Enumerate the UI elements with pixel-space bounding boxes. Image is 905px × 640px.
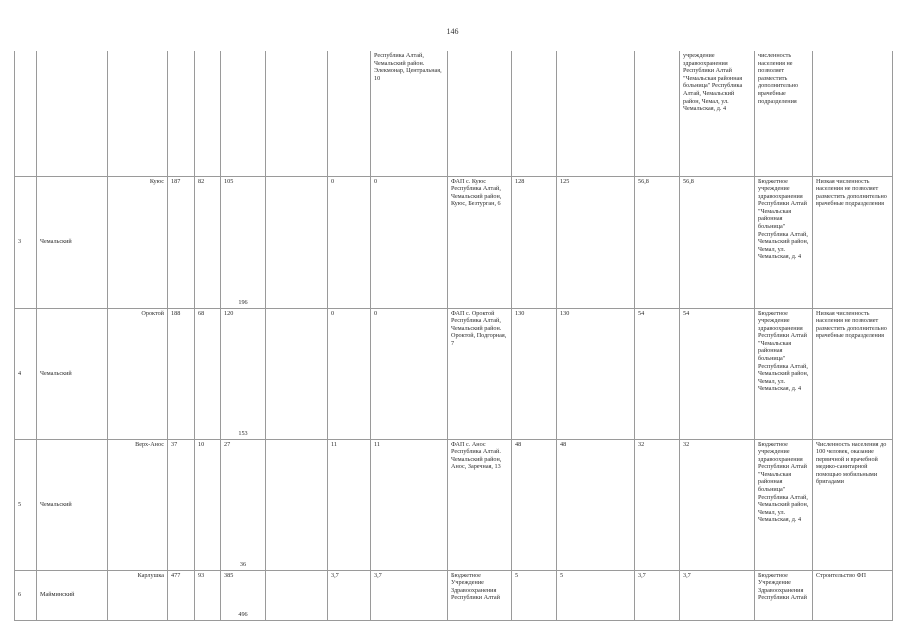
empty-cell bbox=[266, 439, 328, 570]
total-value: 153 bbox=[238, 429, 248, 437]
page-number: 146 bbox=[446, 27, 459, 36]
value-cell: 32 bbox=[680, 439, 755, 570]
total-value: 36 bbox=[239, 560, 247, 568]
org-cell: учреждение здравоохранения Республики Алтай "Чемальская районная больница" Республика Алтай, Чемальский район, Чемал, ул. Чемальская, д. 4 bbox=[683, 52, 743, 113]
value-cell: 3,7 bbox=[371, 570, 448, 620]
empty-cell bbox=[266, 308, 328, 439]
district-cell: Чемальский bbox=[37, 308, 108, 439]
value-cell: 11 bbox=[328, 439, 371, 570]
district-cell: Чемальский bbox=[37, 439, 108, 570]
empty-cell bbox=[266, 570, 328, 620]
settlement-cell: Верх-Анос bbox=[108, 439, 168, 570]
reason-cell: численность населения не позволяет разместить дополнительно врачебные подразделения bbox=[758, 52, 799, 105]
address-cell: ФАП с. Анос Республика Алтай. Чемальский район, Анос, Заречная, 13 bbox=[448, 439, 512, 570]
value-cell: 120 153 bbox=[221, 308, 266, 439]
row-number: 3 bbox=[15, 176, 37, 308]
value-cell: 10 bbox=[195, 439, 221, 570]
value-cell: 105 196 bbox=[221, 176, 266, 308]
table-row bbox=[15, 176, 893, 308]
value-cell: 82 bbox=[195, 176, 221, 308]
value-cell: 48 bbox=[512, 439, 557, 570]
value-cell: 3,7 bbox=[328, 570, 371, 620]
value-cell: 54 bbox=[680, 308, 755, 439]
facilities-table bbox=[14, 51, 893, 621]
org-cell: Бюджетное учреждение здравоохранения Республики Алтай "Чемальская районная больница" Республика Алтай, Чемальский район, Чемал, ул. Чемальская, д. 4 bbox=[755, 176, 813, 308]
reason-cell: Строительство ФП bbox=[813, 570, 893, 620]
org-cell: Бюджетное Учреждение Здравоохранения Республики Алтай bbox=[755, 570, 813, 620]
value-cell: 5 bbox=[512, 570, 557, 620]
value-cell: 0 bbox=[328, 176, 371, 308]
district-cell: Чемальский bbox=[37, 176, 108, 308]
value-cell: 68 bbox=[195, 308, 221, 439]
address-cell: ФАП с. Ороктой Республика Алтай, Чемальский район. Ороктой, Подгорная, 7 bbox=[448, 308, 512, 439]
reason-cell: Низкая численность населения не позволяет разместить дополнительно врачебные подразделения bbox=[813, 176, 893, 308]
value-cell: 32 bbox=[635, 439, 680, 570]
total-value: 496 bbox=[238, 610, 248, 618]
value-cell: 56,8 bbox=[680, 176, 755, 308]
settlement-cell: Куюс bbox=[108, 176, 168, 308]
value-cell: 27 36 bbox=[221, 439, 266, 570]
value-cell: 93 bbox=[195, 570, 221, 620]
value-cell: 188 bbox=[168, 308, 195, 439]
value-cell: 48 bbox=[557, 439, 635, 570]
value-cell: 11 bbox=[371, 439, 448, 570]
value-cell: 3,7 bbox=[635, 570, 680, 620]
value-cell: 187 bbox=[168, 176, 195, 308]
value-cell: 477 bbox=[168, 570, 195, 620]
table-row-continued bbox=[15, 51, 893, 176]
table-row bbox=[15, 439, 893, 570]
address-cell: Республика Алтай, Чемальский район. Элекмонар, Центральная, 10 bbox=[374, 52, 442, 82]
value-cell: 0 bbox=[371, 308, 448, 439]
value-cell: 130 bbox=[557, 308, 635, 439]
total-value: 196 bbox=[238, 298, 248, 306]
value-cell: 125 bbox=[557, 176, 635, 308]
table-row bbox=[15, 570, 893, 620]
settlement-cell: Ороктой bbox=[108, 308, 168, 439]
row-number: 6 bbox=[15, 570, 37, 620]
address-cell: ФАП с. Куюс Республика Алтай, Чемальский район, Куюс, Безтурган, 6 bbox=[448, 176, 512, 308]
value-cell: 3,7 bbox=[680, 570, 755, 620]
value-cell: 130 bbox=[512, 308, 557, 439]
district-cell: Майминский bbox=[37, 570, 108, 620]
reason-cell: Низкая численность населения не позволяет разместить дополнительно врачебные подразделения bbox=[813, 308, 893, 439]
value-cell: 54 bbox=[635, 308, 680, 439]
reason-cell: Численность населения до 100 человек, оказание первичной и врачебной медико-санитарной помощью мобильными бригадами bbox=[813, 439, 893, 570]
value-cell: 0 bbox=[328, 308, 371, 439]
value-cell: 128 bbox=[512, 176, 557, 308]
address-cell: Бюджетное Учреждение Здравоохранения Республики Алтай bbox=[448, 570, 512, 620]
row-number: 4 bbox=[15, 308, 37, 439]
value-cell: 37 bbox=[168, 439, 195, 570]
org-cell: Бюджетное учреждение здравоохранения Республики Алтай "Чемальская районная больница" Республика Алтай, Чемальский район, Чемал, ул. Чемальская, д. 4 bbox=[755, 439, 813, 570]
value-cell: 56,8 bbox=[635, 176, 680, 308]
table-row bbox=[15, 308, 893, 439]
org-cell: Бюджетное учреждение здравоохранения Республики Алтай "Чемальская районная больница" Республика Алтай, Чемальский район, Чемал, ул. Чемальская, д. 4 bbox=[755, 308, 813, 439]
empty-cell bbox=[266, 176, 328, 308]
settlement-cell: Карлушка bbox=[108, 570, 168, 620]
value-cell: 385 496 bbox=[221, 570, 266, 620]
value-cell: 0 bbox=[371, 176, 448, 308]
row-number: 5 bbox=[15, 439, 37, 570]
value-cell: 5 bbox=[557, 570, 635, 620]
